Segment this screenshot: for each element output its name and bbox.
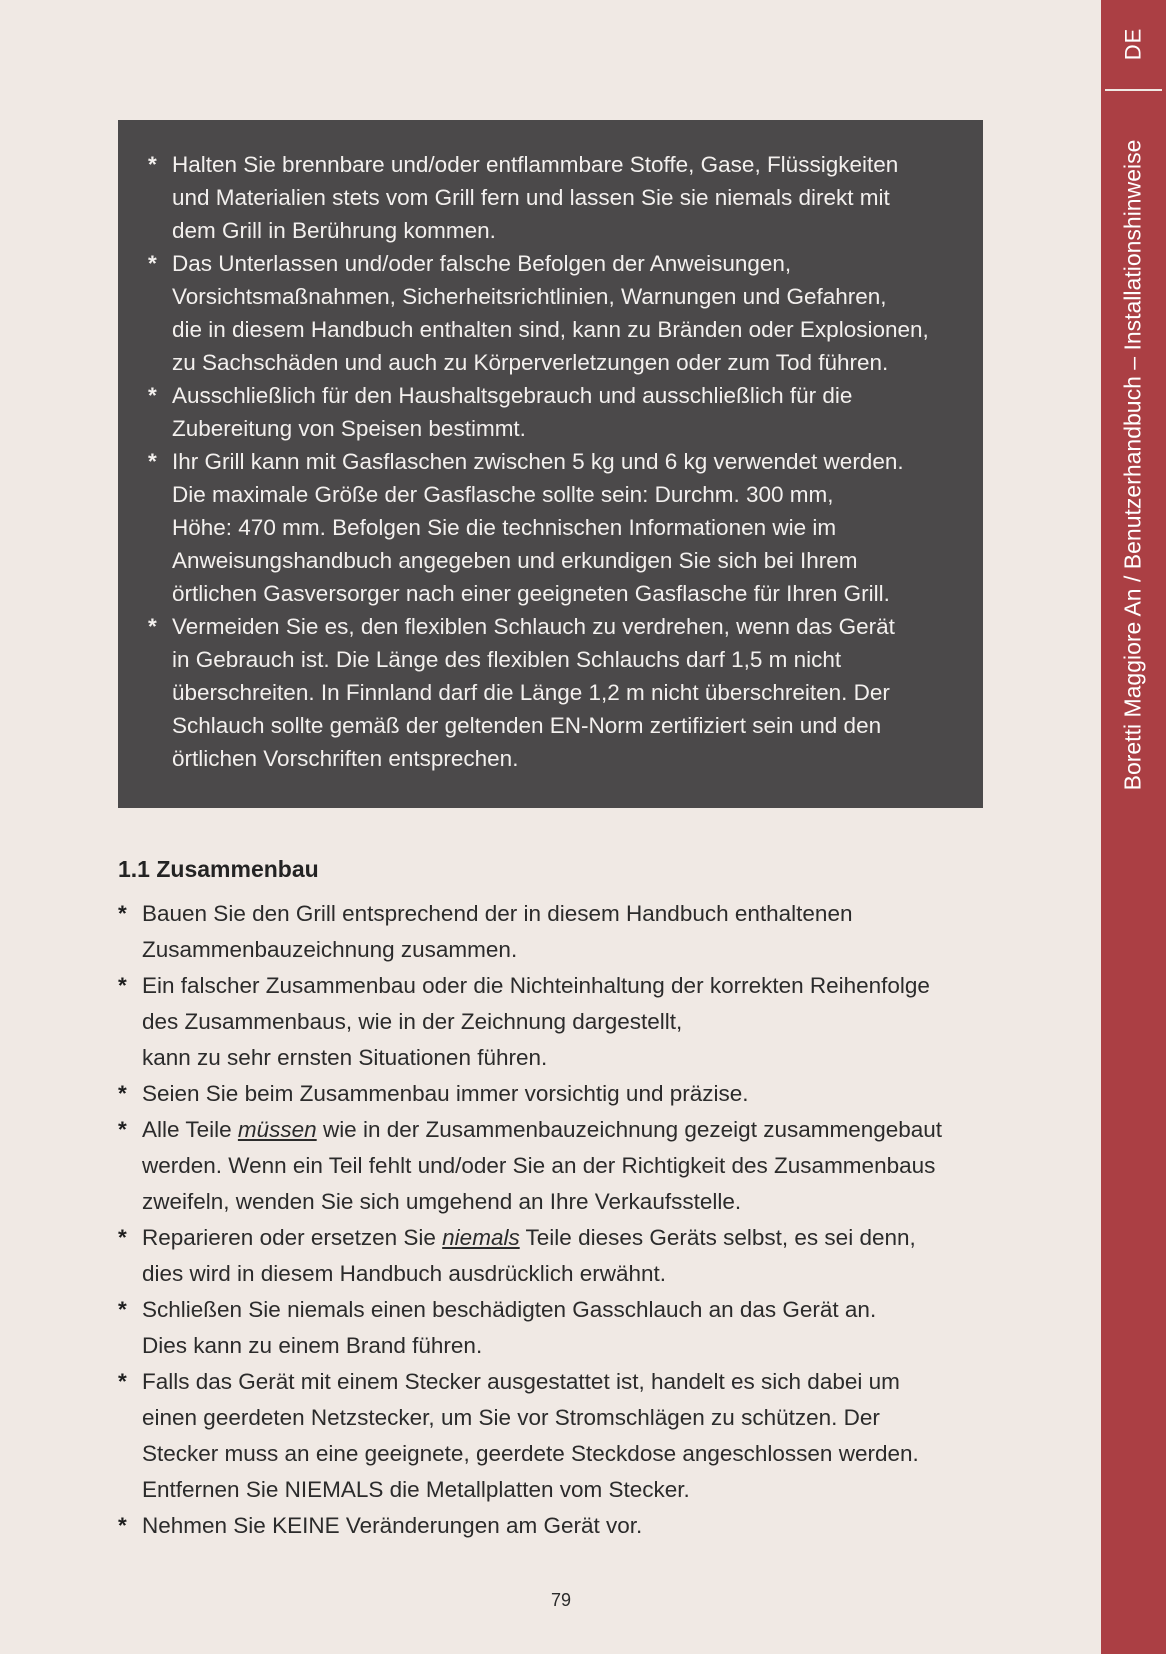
- warning-item-text: Das Unterlassen und/oder falsche Befolgen der Anweisungen, Vorsichtsmaßnahmen, Sicherheitsrichtlinien, Warnungen und Gefahren, die in diesem Handbuch enthalten sind, kann zu Bränden oder Explosionen, zu Sachschäden und auch zu Körperverletzungen oder zum Tod führen.: [172, 251, 929, 375]
- assembly-item: [118, 896, 988, 968]
- bullet-star: *: [148, 614, 157, 639]
- warning-item: [148, 445, 953, 610]
- assembly-item-text: Bauen Sie den Grill entsprechend der in diesem Handbuch enthaltenen Zusammenbauzeichnung zusammen.: [142, 901, 853, 962]
- warning-item: [148, 379, 953, 445]
- assembly-item-text: Falls das Gerät mit einem Stecker ausgestattet ist, handelt es sich dabei um einen geerdeten Netzstecker, um Sie vor Stromschlägen zu schützen. Der Stecker muss an eine geeignete, geerdete Steckdose angeschlossen werden. Entfernen Sie NIEMALS die Metallplatten vom Stecker.: [142, 1369, 919, 1502]
- bullet-star: *: [118, 1225, 127, 1250]
- bullet-star: *: [148, 449, 157, 474]
- assembly-item-text: Seien Sie beim Zusammenbau immer vorsichtig und präzise.: [142, 1081, 749, 1106]
- side-tab: [1101, 0, 1166, 1654]
- assembly-item-text-after: Teile dieses Geräts selbst, es sei denn, dies wird in diesem Handbuch ausdrücklich erwähnt.: [142, 1225, 916, 1286]
- warning-item: [148, 610, 953, 775]
- assembly-item-text-before: Reparieren oder ersetzen Sie: [142, 1225, 443, 1250]
- assembly-item-text: Schließen Sie niemals einen beschädigten Gasschlauch an das Gerät an. Dies kann zu einem Brand führen.: [142, 1297, 877, 1358]
- warning-item-text: Vermeiden Sie es, den flexiblen Schlauch zu verdrehen, wenn das Gerät in Gebrauch ist. Die Länge des flexiblen Schlauchs darf 1,5 m nicht überschreiten. In Finnland darf die Länge 1,2 m nicht überschreiten. Der Schlauch sollte gemäß der geltenden EN-Norm zertifiziert sein und den örtlichen Vorschriften entsprechen.: [172, 614, 895, 771]
- page-number: 79: [550, 1590, 572, 1610]
- assembly-list: [118, 896, 988, 1544]
- bullet-star: *: [148, 152, 157, 177]
- bullet-star: *: [118, 901, 127, 926]
- side-title-wrap: [1101, 100, 1166, 830]
- bullet-star: *: [118, 1297, 127, 1322]
- document-title: Boretti Maggiore An / Benutzerhandbuch – Installationshinweise: [1119, 139, 1146, 791]
- warning-list: [148, 148, 953, 775]
- bullet-star: *: [118, 1369, 127, 1394]
- warning-item-text: Halten Sie brennbare und/oder entflammbare Stoffe, Gase, Flüssigkeiten und Materialien stets vom Grill fern und lassen Sie sie niemals direkt mit dem Grill in Berührung kommen.: [172, 152, 899, 243]
- language-label: DE: [1120, 27, 1146, 61]
- bullet-star: *: [118, 1513, 127, 1538]
- warning-item-text: Ausschließlich für den Haushaltsgebrauch und ausschließlich für die Zubereitung von Speisen bestimmt.: [172, 383, 853, 441]
- assembly-item-text-after: wie in der Zusammenbauzeichnung gezeigt zusammengebaut werden. Wenn ein Teil fehlt und/oder Sie an der Richtigkeit des Zusammenbaus zweifeln, wenden Sie sich umgehend an Ihre Verkaufsstelle.: [142, 1117, 943, 1214]
- bullet-star: *: [118, 1117, 127, 1142]
- side-divider: [1105, 89, 1162, 91]
- section-title: 1.1 Zusammenbau: [118, 856, 319, 882]
- bullet-star: *: [148, 251, 157, 276]
- bullet-star: *: [118, 1081, 127, 1106]
- assembly-item: [118, 1220, 988, 1292]
- language-label-box: [1101, 0, 1166, 88]
- warning-item-text: Ihr Grill kann mit Gasflaschen zwischen 5 kg und 6 kg verwendet werden. Die maximale Größe der Gasflasche sollte sein: Durchm. 300 mm, Höhe: 470 mm. Befolgen Sie die technischen Informationen wie im Anweisungshandbuch angegeben und erkundigen Sie sich bei Ihrem örtlichen Gasversorger nach einer geeigneten Gasflasche für Ihren Grill.: [172, 449, 904, 606]
- assembly-item-text: Ein falscher Zusammenbau oder die Nichteinhaltung der korrekten Reihenfolge des Zusammenbaus, wie in der Zeichnung dargestellt, kann zu sehr ernsten Situationen führen.: [142, 973, 930, 1070]
- assembly-item-text: Nehmen Sie KEINE Veränderungen am Gerät vor.: [142, 1513, 643, 1538]
- warning-item: [148, 148, 953, 247]
- assembly-item: [118, 1508, 988, 1544]
- warning-item: [148, 247, 953, 379]
- assembly-item: [118, 1364, 988, 1508]
- emphasis-text: niemals: [442, 1225, 520, 1250]
- warning-box: [118, 120, 983, 808]
- assembly-item-text-before: Alle Teile: [142, 1117, 238, 1142]
- assembly-item: [118, 1112, 988, 1220]
- assembly-item: [118, 968, 988, 1076]
- emphasis-text: müssen: [237, 1117, 317, 1142]
- assembly-item: [118, 1076, 988, 1112]
- bullet-star: *: [148, 383, 157, 408]
- bullet-star: *: [118, 973, 127, 998]
- assembly-item: [118, 1292, 988, 1364]
- assembly-block: [118, 896, 988, 1544]
